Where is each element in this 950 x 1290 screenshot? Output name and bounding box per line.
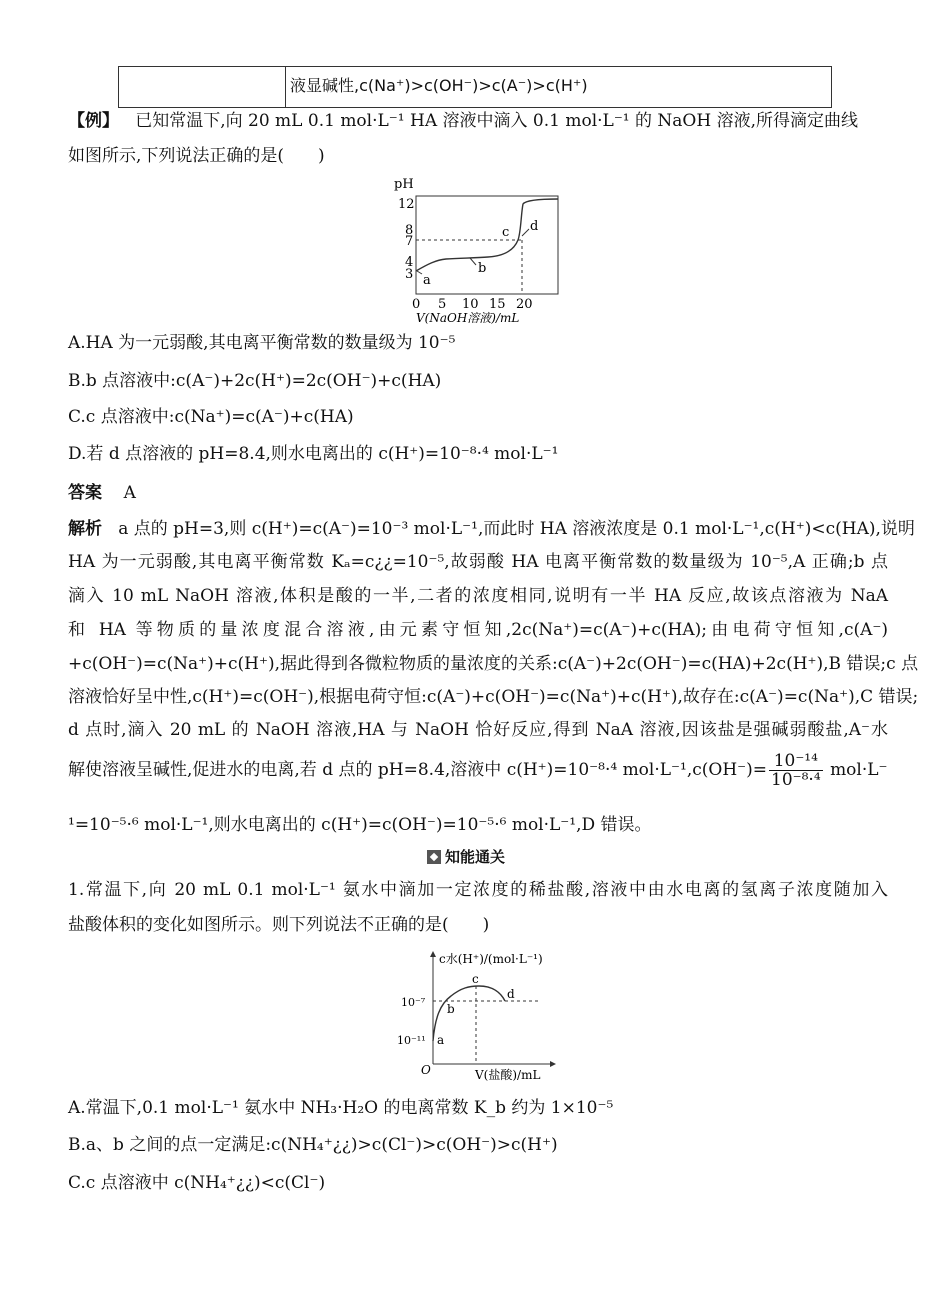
diamond-icon — [427, 850, 441, 864]
fig1-ytick-8: 8 — [405, 223, 414, 238]
analysis-line-8 — [68, 750, 888, 790]
analysis-text-1: a 点的 pH=3,则 c(H⁺)=c(A⁻)=10⁻³ mol·L⁻¹,而此时 HA 溶液浓度是 0.1 mol·L⁻¹,c(H⁺)<c(HA),说明 — [118, 519, 915, 539]
analysis-text-8: 解使溶液呈碱性,促进水的电离,若 d 点的 pH=8.4,溶液中 c(H⁺)=10⁻⁸·⁴ mol·L⁻¹,c(OH⁻)= — [68, 760, 768, 780]
option-2-A: A.常温下,0.1 mol·L⁻¹ 氨水中 NH₃·H₂O 的电离常数 K_b 约为 1×10⁻⁵ — [68, 1098, 614, 1118]
section-badge — [427, 846, 505, 868]
fig1-xtick-15: 15 — [489, 297, 506, 312]
fig1-xtick-0: 0 — [412, 297, 421, 312]
example-line-2: 如图所示,下列说法正确的是( ) — [68, 146, 325, 166]
option-1-D: D.若 d 点溶液的 pH=8.4,则水电离出的 c(H⁺)=10⁻⁸·⁴ mol·L⁻¹ — [68, 444, 559, 464]
fig1-point-c: c — [502, 225, 510, 240]
analysis-line-5: +c(OH⁻)=c(Na⁺)+c(H⁺),据此得到各微粒物质的量浓度的关系:c(A⁻)+2c(OH⁻)=c(HA)+2c(H⁺),B 错误;c 点 — [68, 654, 919, 674]
option-1-A: A.HA 为一元弱酸,其电离平衡常数的数量级为 10⁻⁵ — [68, 333, 456, 353]
q1-line-1: 1.常温下,向 20 mL 0.1 mol·L⁻¹ 氨水中滴加一定浓度的稀盐酸,溶液中由水电离的氢离子浓度随加入 — [68, 880, 888, 900]
fig1-curve — [416, 199, 558, 271]
answer-label: 答案 — [68, 483, 102, 503]
analysis-line-7: d 点时,滴入 20 mL 的 NaOH 溶液,HA 与 NaOH 恰好反应,得到 NaA 溶液,因该盐是强碱弱酸盐,A⁻水 — [68, 720, 888, 740]
fig2-y-label: c水(H⁺)/(mol·L⁻¹) — [439, 952, 543, 966]
table-cell: 液显碱性,c(Na⁺)>c(OH⁻)>c(A⁻)>c(H⁺) — [285, 67, 831, 107]
option-2-B: B.a、b 之间的点一定满足:c(NH₄⁺¿¿)>c(Cl⁻)>c(OH⁻)>c(H⁺) — [68, 1135, 558, 1155]
fig1-point-d: d — [530, 219, 539, 234]
water-ionization-chart — [395, 946, 570, 1086]
fig1-point-b: b — [478, 261, 487, 276]
fig1-x-label: V(NaOH溶液)/mL — [416, 311, 520, 324]
fig1-ytick-7: 7 — [405, 234, 414, 249]
fig1-xtick-5: 5 — [438, 297, 447, 312]
fig2-x-label: V(盐酸)/mL — [475, 1068, 541, 1082]
fig1-frame — [416, 196, 558, 294]
titration-chart — [380, 174, 580, 324]
fig2-point-c: c — [472, 972, 479, 986]
fig2-origin: O — [421, 1063, 431, 1077]
fig2-ytick-7: 10⁻⁷ — [401, 996, 426, 1009]
fraction — [769, 752, 823, 789]
fig1-ytick-12: 12 — [398, 197, 415, 212]
fig2-point-b: b — [447, 1002, 455, 1016]
option-1-C: C.c 点溶液中:c(Na⁺)=c(A⁻)+c(HA) — [68, 407, 354, 427]
analysis-text-8b: mol·L⁻ — [830, 760, 888, 780]
answer-line — [68, 480, 888, 506]
fig1-ytick-4: 4 — [405, 255, 414, 270]
fig1-point-a: a — [423, 273, 431, 288]
option-1-B: B.b 点溶液中:c(A⁻)+2c(H⁺)=2c(OH⁻)+c(HA) — [68, 371, 442, 391]
fig2-ytick-11: 10⁻¹¹ — [397, 1034, 426, 1047]
fig2-point-d: d — [507, 987, 515, 1001]
table-fragment — [118, 66, 832, 108]
analysis-line-1 — [68, 516, 915, 542]
section-title: 知能通关 — [445, 848, 506, 866]
fraction-numerator: 10⁻¹⁴ — [769, 752, 823, 771]
fig2-point-a: a — [437, 1033, 445, 1047]
fig1-y-label: pH — [394, 177, 414, 192]
fig1-xtick-10: 10 — [462, 297, 479, 312]
fig1-ytick-3: 3 — [405, 267, 414, 282]
example-text-1: 已知常温下,向 20 mL 0.1 mol·L⁻¹ HA 溶液中滴入 0.1 mol·L⁻¹ 的 NaOH 溶液,所得滴定曲线 — [135, 111, 859, 131]
q1-line-2: 盐酸体积的变化如图所示。则下列说法不正确的是( ) — [68, 915, 490, 935]
answer-value: A — [123, 483, 136, 503]
example-tag: 【例】 — [68, 111, 119, 131]
analysis-line-2: HA 为一元弱酸,其电离平衡常数 Kₐ=c¿¿=10⁻⁵,故弱酸 HA 电离平衡常数的数量级为 10⁻⁵,A 正确;b 点 — [68, 552, 888, 572]
analysis-line-3: 滴入 10 mL NaOH 溶液,体积是酸的一半,二者的浓度相同,说明有一半 HA 反应,故该点溶液为 NaA — [68, 586, 888, 606]
fig1-xtick-20: 20 — [516, 297, 533, 312]
analysis-label: 解析 — [68, 519, 102, 539]
option-2-C: C.c 点溶液中 c(NH₄⁺¿¿)<c(Cl⁻) — [68, 1173, 326, 1193]
example-line-1 — [68, 108, 888, 134]
analysis-line-9: ¹=10⁻⁵·⁶ mol·L⁻¹,则水电离出的 c(H⁺)=c(OH⁻)=10⁻⁵·⁶ mol·L⁻¹,D 错误。 — [68, 815, 652, 835]
analysis-line-4: 和 HA 等物质的量浓度混合溶液,由元素守恒知,2c(Na⁺)=c(A⁻)+c(HA);由电荷守恒知,c(A⁻) — [68, 620, 888, 640]
analysis-line-6: 溶液恰好呈中性,c(H⁺)=c(OH⁻),根据电荷守恒:c(A⁻)+c(OH⁻)=c(Na⁺)+c(H⁺),故存在:c(A⁻)=c(Na⁺),C 错误; — [68, 687, 919, 707]
fraction-denominator: 10⁻⁸·⁴ — [771, 770, 821, 790]
